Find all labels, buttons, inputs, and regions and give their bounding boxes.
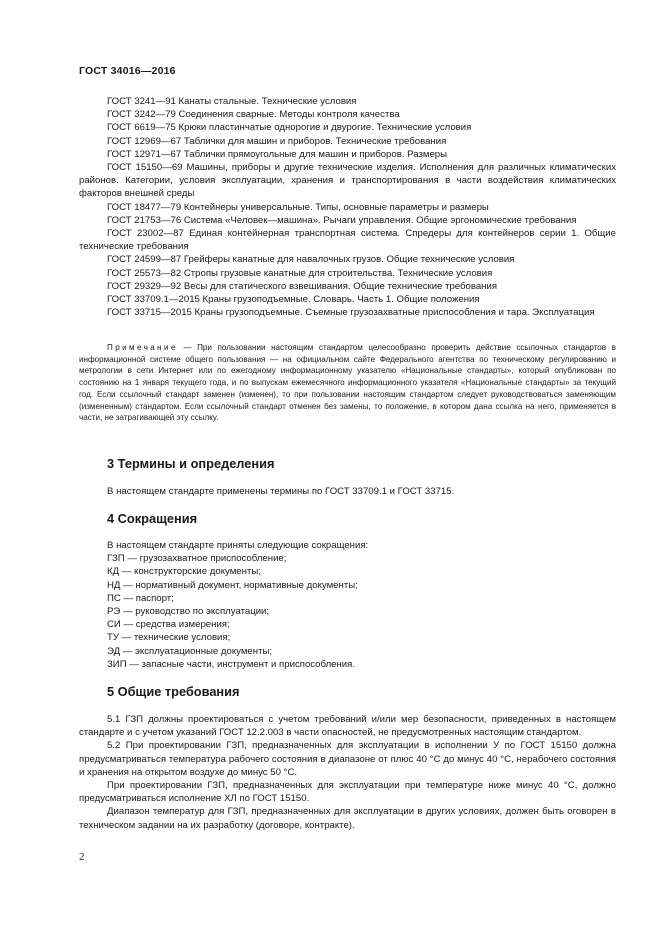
abbreviation-item: НД — нормативный документ, нормативные документы; xyxy=(107,579,358,591)
abbreviation-item: ЗИП — запасные части, инструмент и приспособления. xyxy=(107,658,356,670)
section-5-paragraph: 5.1 ГЗП должны проектироваться с учетом требований и/или мер безопасности, приведенных в настоящем стандарте и с учетом указаний ГОСТ 12.2.003 в части опасностей, не предусмотренных настоящим стандартом. xyxy=(79,714,616,739)
section-3-body xyxy=(79,485,616,498)
reference-item: ГОСТ 25573—82 Стропы грузовые канатные для строительства. Технические условия xyxy=(107,267,493,279)
reference-item: ГОСТ 18477—79 Контейнеры универсальные. Типы, основные параметры и размеры xyxy=(107,201,489,213)
reference-item: ГОСТ 12971—67 Таблички прямоугольные для машин и приборов. Размеры xyxy=(107,148,448,160)
reference-item: ГОСТ 21753—76 Система «Человек—машина». Рычаги управления. Общие эргономические требования xyxy=(107,214,577,226)
section-4-intro: В настоящем стандарте приняты следующие сокращения: xyxy=(107,540,369,551)
section-5-title: 5 Общие требования xyxy=(107,684,240,699)
abbreviation-item: КД — конструкторские документы; xyxy=(107,566,261,578)
abbreviation-item: СИ — средства измерения; xyxy=(107,619,230,631)
abbreviation-item: ГЗП — грузозахватное приспособление; xyxy=(107,553,287,565)
section-5-paragraph: При проектировании ГЗП, предназначенных для эксплуатации при температуре ниже минус 40 °С, должно предусматриваться исполнение ХЛ по ГОСТ 15150. xyxy=(79,780,616,805)
note-label: Примечание xyxy=(107,343,178,352)
section-5-paragraph: Диапазон температур для ГЗП, предназначенных для эксплуатации в других условиях, должен быть оговорен в техническом задании на их разработку (договоре, контракте). xyxy=(79,806,616,831)
section-4-title: 4 Сокращения xyxy=(107,511,198,526)
reference-item: ГОСТ 3241—91 Канаты стальные. Технические условия xyxy=(107,96,357,107)
reference-item: ГОСТ 33715—2015 Краны грузоподъемные. Съемные грузозахватные приспособления и тара. Эксплуатация xyxy=(107,307,595,319)
section-3-title: 3 Термины и определения xyxy=(107,456,275,471)
section-5-body xyxy=(79,713,616,832)
reference-item: ГОСТ 3242—79 Соединения сварные. Методы контроля качества xyxy=(107,109,400,121)
references-note xyxy=(79,342,616,424)
abbreviation-item: ЭД — эксплуатационные документы; xyxy=(107,645,273,657)
reference-item: ГОСТ 12969—67 Таблички для машин и приборов. Технические требования xyxy=(107,135,447,147)
reference-item: ГОСТ 15150—69 Машины, приборы и другие технические изделия. Исполнения для различных климатических районов. Категории, условия эксплуатации, хранения и транспортирования в части воздействия климатических факторов внешней среды xyxy=(79,162,616,200)
section-5-paragraph: 5.2 При проектировании ГЗП, предназначенных для эксплуатации в исполнении У по ГОСТ 15150 должна предусматриваться температура рабочего состояния в диапазоне от плюс 40 °С до минус 40 °С, нерабочего состояния и хранения на открытом воздухе до минус 50 °С. xyxy=(79,740,616,778)
normative-references-list xyxy=(79,95,616,319)
abbreviation-item: РЭ — руководство по эксплуатации; xyxy=(107,606,270,618)
document-header: ГОСТ 34016—2016 xyxy=(79,65,176,77)
page-number: 2 xyxy=(79,851,85,863)
abbreviation-item: ПС — паспорт; xyxy=(107,592,174,604)
reference-item: ГОСТ 24599—87 Грейферы канатные для навалочных грузов. Общие технические условия xyxy=(107,254,515,266)
abbreviation-item: ТУ — технические условия; xyxy=(107,632,231,644)
reference-item: ГОСТ 23002—87 Единая контейнерная транспортная система. Спредеры для контейнеров серии 1. Общие технические требования xyxy=(79,228,616,253)
reference-item: ГОСТ 29329—92 Весы для статического взвешивания. Общие технические требования xyxy=(107,280,498,292)
section-3-text: В настоящем стандарте применены термины по ГОСТ 33709.1 и ГОСТ 33715. xyxy=(107,486,455,497)
reference-item: ГОСТ 6619—75 Крюки пластинчатые однорогие и двурогие. Технические условия xyxy=(107,122,472,134)
reference-item: ГОСТ 33709.1—2015 Краны грузоподъемные. Словарь. Часть 1. Общие положения xyxy=(107,294,480,306)
note-text: — При пользовании настоящим стандартом целесообразно проверить действие ссылочных стандартов в информационной системе общего пользования — на официальном сайте Федерального агентства по техническому регулированию и метрологии в сети Интернет или по ежегодному информационному указателю «Национальные стандарты», который опубликован по состоянию на 1 января текущего года, и по выпускам ежемесячного информационного указателя «Национальные стандарты» за текущий год. Если ссылочный стандарт заменен (изменен), то при пользовании настоящим стандартом следует руководствоваться заменяющим (измененным) стандартом. Если ссылочный стандарт отменен без замены, то положение, в котором дана ссылка на него, применяется в части, не затрагивающей эту ссылку. xyxy=(79,343,616,423)
section-4-body xyxy=(79,539,616,671)
